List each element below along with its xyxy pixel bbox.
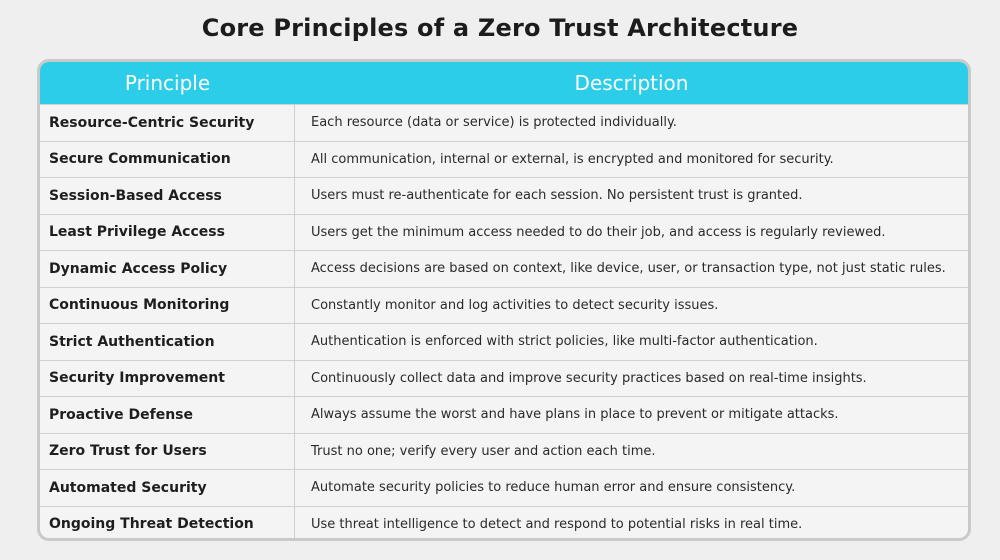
- table-row: [40, 506, 968, 542]
- table-row: [40, 250, 968, 287]
- principle-cell: Proactive Defense: [40, 397, 295, 433]
- principle-cell: Least Privilege Access: [40, 215, 295, 251]
- description-cell: Users get the minimum access needed to do their job, and access is regularly reviewed.: [311, 224, 886, 240]
- principle-cell: Dynamic Access Policy: [40, 251, 295, 287]
- principle-cell: Continuous Monitoring: [40, 288, 295, 324]
- principle-cell: Session-Based Access: [40, 178, 295, 214]
- description-cell: Continuously collect data and improve security practices based on real-time insights.: [311, 370, 867, 386]
- table-row: [40, 104, 968, 141]
- description-cell: Trust no one; verify every user and action each time.: [311, 443, 656, 459]
- principle-cell: Resource-Centric Security: [40, 105, 295, 141]
- principles-table: [37, 59, 971, 541]
- header-description: Description: [574, 71, 689, 95]
- page-title: Core Principles of a Zero Trust Architecture: [201, 14, 799, 42]
- table-row: [40, 141, 968, 178]
- table-row: [40, 433, 968, 470]
- principle-cell: Strict Authentication: [40, 324, 295, 360]
- table-row: [40, 360, 968, 397]
- description-cell: Automate security policies to reduce human error and ensure consistency.: [311, 480, 796, 496]
- description-cell: Always assume the worst and have plans in place to prevent or mitigate attacks.: [311, 407, 839, 423]
- description-cell: Authentication is enforced with strict policies, like multi-factor authentication.: [311, 334, 818, 350]
- description-cell: Users must re-authenticate for each session. No persistent trust is granted.: [311, 188, 803, 204]
- table-row: [40, 323, 968, 360]
- description-cell: Constantly monitor and log activities to detect security issues.: [311, 297, 719, 313]
- table-row: [40, 287, 968, 324]
- table-row: [40, 469, 968, 506]
- principle-cell: Zero Trust for Users: [40, 434, 295, 470]
- table-row: [40, 396, 968, 433]
- principle-cell: Ongoing Threat Detection: [40, 507, 295, 542]
- description-cell: Each resource (data or service) is protected individually.: [311, 115, 677, 131]
- header-principle: Principle: [124, 71, 211, 95]
- principle-cell: Secure Communication: [40, 142, 295, 178]
- table-row: [40, 177, 968, 214]
- principle-cell: Security Improvement: [40, 361, 295, 397]
- description-cell: Access decisions are based on context, like device, user, or transaction type, not just static rules.: [311, 261, 946, 277]
- description-cell: Use threat intelligence to detect and respond to potential risks in real time.: [311, 516, 803, 532]
- principle-cell: Automated Security: [40, 470, 295, 506]
- table-row: [40, 214, 968, 251]
- description-cell: All communication, internal or external, is encrypted and monitored for security.: [311, 151, 834, 167]
- table-header: [40, 62, 968, 104]
